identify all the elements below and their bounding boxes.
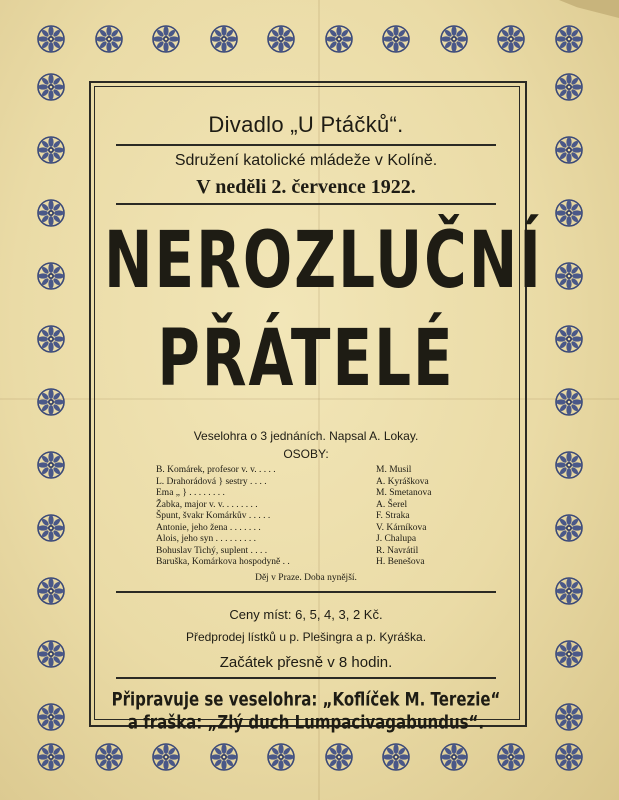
poster-content (104, 100, 543, 733)
cast-row (156, 500, 456, 512)
floral-rosette-icon (151, 742, 181, 772)
floral-rosette-icon (439, 742, 469, 772)
divider (116, 144, 496, 146)
floral-rosette-icon (36, 261, 66, 291)
floral-rosette-icon (36, 24, 66, 54)
floral-rosette-icon (554, 324, 584, 354)
floral-rosette-icon (209, 24, 239, 54)
floral-rosette-icon (554, 513, 584, 543)
ornament-border-left (36, 72, 66, 732)
floral-rosette-icon (496, 742, 526, 772)
floral-rosette-icon (36, 639, 66, 669)
cast-row (156, 488, 456, 500)
cast-actor: F. Straka (376, 511, 410, 521)
floral-rosette-icon (324, 742, 354, 772)
floral-rosette-icon (266, 742, 296, 772)
floral-rosette-icon (94, 742, 124, 772)
cast-role: Bohuslav Tichý, suplent . . . . (156, 545, 268, 556)
cast-role: Ema „ } . . . . . . . . (156, 488, 225, 498)
play-setting: Děj v Praze. Doba nynější. (255, 572, 357, 583)
cast-role: Baruška, Komárkova hospodyně . . (156, 557, 290, 567)
cast-actor: A. Kyráškova (376, 476, 429, 487)
ticket-prices: Ceny míst: 6, 5, 4, 3, 2 Kč. (229, 606, 383, 622)
organizer: Sdružení katolické mládeže v Kolíně. (174, 152, 438, 169)
floral-rosette-icon (324, 24, 354, 54)
floral-rosette-icon (94, 24, 124, 54)
cast-row (156, 546, 456, 558)
floral-rosette-icon (554, 72, 584, 102)
play-subtitle: Veselohra o 3 jednáních. Napsal A. Lokay. (193, 429, 419, 443)
divider (116, 591, 496, 593)
ornament-border-right (554, 72, 584, 732)
floral-rosette-icon (496, 24, 526, 54)
floral-rosette-icon (36, 72, 66, 102)
floral-rosette-icon (266, 24, 296, 54)
cast-role: Alois, jeho syn . . . . . . . . . (156, 534, 257, 544)
floral-rosette-icon (381, 24, 411, 54)
play-title-line2: PŘÁTELÉ (157, 312, 455, 405)
cast-actor: R. Navrátil (376, 545, 419, 556)
cast-heading: OSOBY: (283, 447, 329, 461)
cast-row (156, 534, 456, 546)
floral-rosette-icon (554, 198, 584, 228)
floral-rosette-icon (554, 702, 584, 732)
floral-rosette-icon (554, 576, 584, 606)
floral-rosette-icon (36, 198, 66, 228)
floral-rosette-icon (36, 450, 66, 480)
cast-row (156, 465, 456, 477)
divider (116, 203, 496, 205)
floral-rosette-icon (381, 742, 411, 772)
cast-actor: A. Šerel (376, 499, 408, 510)
floral-rosette-icon (554, 135, 584, 165)
cast-role: Špunt, švakr Komárkův . . . . . (156, 511, 271, 521)
floral-rosette-icon (554, 24, 584, 54)
floral-rosette-icon (554, 261, 584, 291)
floral-rosette-icon (209, 742, 239, 772)
cast-row (156, 557, 456, 569)
floral-rosette-icon (36, 702, 66, 732)
floral-rosette-icon (554, 742, 584, 772)
floral-rosette-icon (36, 135, 66, 165)
announcement-line2: a fraška: „Zlý duch Lumpacivagabundus“. (127, 710, 485, 733)
theatre-name: Divadlo „U Ptáčků“. (208, 112, 404, 137)
floral-rosette-icon (554, 387, 584, 417)
ticket-presale: Předprodej lístků u p. Plešingra a p. Kyráška. (185, 629, 427, 644)
cast-role: L. Drahorádová } sestry . . . . (156, 476, 267, 487)
performance-date: V neděli 2. července 1922. (196, 176, 416, 198)
floral-rosette-icon (554, 639, 584, 669)
floral-rosette-icon (36, 742, 66, 772)
cast-row (156, 477, 456, 489)
cast-role: B. Komárek, profesor v. v. . . . . (156, 465, 276, 475)
floral-rosette-icon (554, 450, 584, 480)
floral-rosette-icon (36, 513, 66, 543)
ornament-border-top (36, 24, 584, 54)
cast-role: Antonie, jeho žena . . . . . . . (156, 522, 261, 533)
floral-rosette-icon (36, 324, 66, 354)
start-time: Začátek přesně v 8 hodin. (219, 653, 393, 671)
cast-actor: H. Benešova (376, 557, 425, 567)
cast-actor: M. Musil (376, 465, 412, 475)
cast-actor: V. Kárníkova (376, 522, 427, 533)
cast-actor: J. Chalupa (376, 534, 417, 544)
divider (116, 677, 496, 679)
play-title-line1: NEROZLUČNÍ (104, 214, 543, 307)
cast-row (156, 523, 456, 535)
floral-rosette-icon (36, 387, 66, 417)
cast-role: Žabka, major v. v. . . . . . . . (156, 499, 258, 510)
cast-actor: M. Smetanova (376, 488, 432, 498)
ornament-border-bottom (36, 742, 584, 772)
floral-rosette-icon (151, 24, 181, 54)
announcement-line1: Připravuje se veselohra: „Koflíček M. Terezie“ (111, 687, 501, 710)
floral-rosette-icon (439, 24, 469, 54)
cast-row (156, 511, 456, 523)
floral-rosette-icon (36, 576, 66, 606)
cast-list (156, 465, 456, 569)
